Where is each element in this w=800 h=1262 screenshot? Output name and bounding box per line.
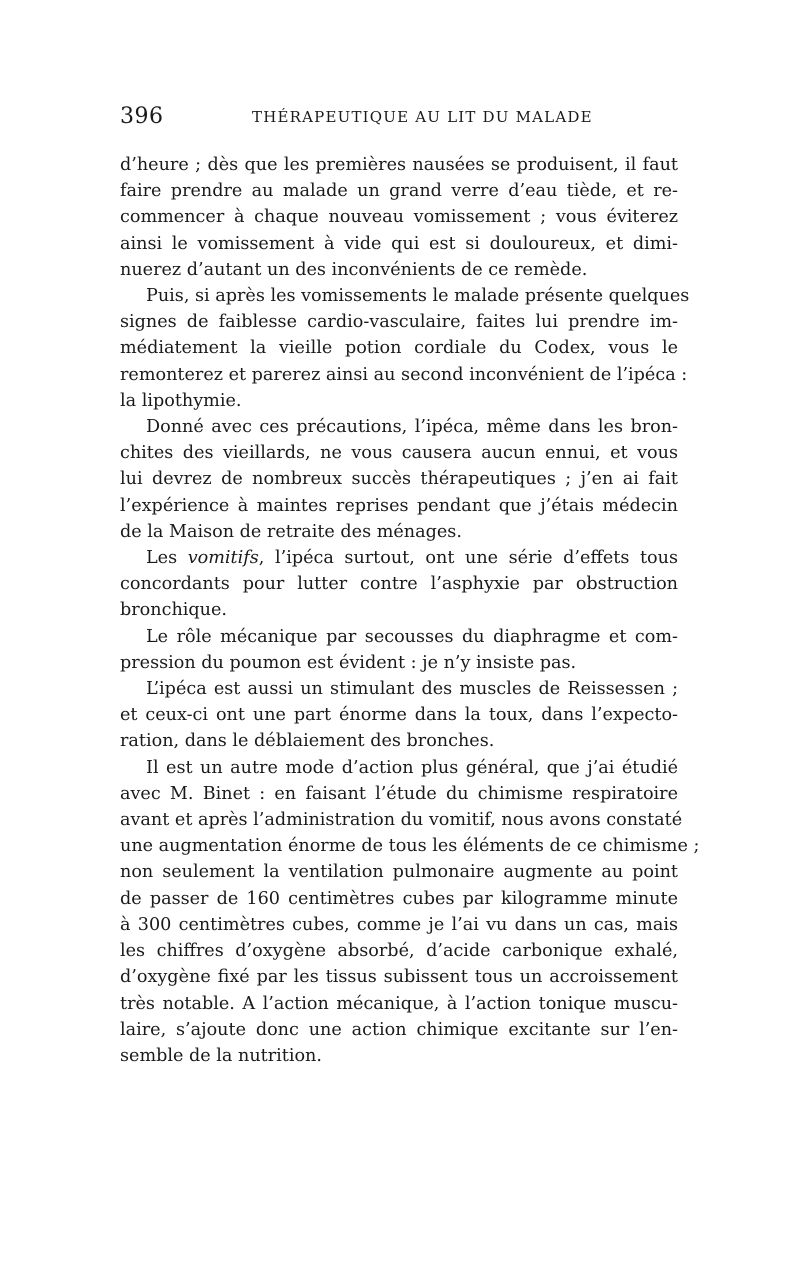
paragraph [120,414,678,545]
text-line: ainsi le vomissement à vide qui est si douloureux, et dimi- [120,233,678,254]
text-line: médiatement la vieille potion cordiale du Codex, vous le [120,338,678,359]
text-line: de la Maison de retraite des ménages. [120,521,462,542]
text-line: ration, dans le déblaiement des bronches. [120,731,495,752]
paragraph [120,624,678,676]
text-line: Le rôle mécanique par secousses du diaphragme et com- [146,626,678,647]
text-line: à 300 centimètres cubes, comme je l’ai vu dans un cas, mais [120,914,678,935]
text-line: laire, s’ajoute donc une action chimique excitante sur l’en- [120,1019,678,1040]
text-line: non seulement la ventilation pulmonaire augmente au point [120,862,678,883]
text-line: d’heure ; dès que les premières nausées se produisent, il faut [120,155,678,175]
text-line: avec M. Binet : en faisant l’étude du chimisme respiratoire [120,783,678,804]
text-line: commencer à chaque nouveau vomissement ; vous éviterez [120,207,678,228]
text-line: Donné avec ces précautions, l’ipéca, même dans les bron- [146,417,678,438]
text-line [120,545,678,571]
text-line: signes de faiblesse cardio-vasculaire, faites lui prendre im- [120,312,678,333]
body-text [120,152,700,1069]
text-line: remonterez et parerez ainsi au second inconvénient de l’ipéca : [120,364,688,385]
text-run: Les [146,548,188,569]
text-line: et ceux-ci ont une part énorme dans la toux, dans l’expecto- [120,705,678,726]
text-line: très notable. A l’action mécanique, à l’action tonique muscu- [120,993,678,1014]
paragraph [120,545,678,624]
paragraph [120,283,690,414]
text-line: lui devrez de nombreux succès thérapeutiques ; j’en ai fait [120,469,678,490]
running-head: THÉRAPEUTIQUE AU LIT DU MALADE [252,108,593,126]
text-line: nuerez d’autant un des inconvénients de ce remède. [120,259,588,280]
paragraph [120,676,678,755]
text-line: les chiffres d’oxygène absorbé, d’acide carbonique exhalé, [120,941,678,962]
text-line: une augmentation énorme de tous les éléments de ce chimisme ; [120,836,700,857]
text-line: l’expérience à maintes reprises pendant que j’étais médecin [120,495,678,516]
page-header [120,104,680,136]
text-line: Puis, si après les vomissements le malade présente quelques [146,286,690,307]
text-line: d’oxygène fixé par les tissus subissent tous un accroissement [120,967,678,988]
italic-term: vomitifs [187,548,259,569]
paragraph [120,152,678,283]
text-line: concordants pour lutter contre l’asphyxie par obstruction [120,574,678,595]
text-line: de passer de 160 centimètres cubes par kilogramme minute [120,888,678,909]
text-line: la lipothymie. [120,390,242,411]
text-line: avant et après l’administration du vomitif, nous avons constaté [120,810,683,831]
text-line: pression du poumon est évident : je n’y insiste pas. [120,652,577,673]
text-line: faire prendre au malade un grand verre d’eau tiède, et re- [120,181,678,202]
text-line: L’ipéca est aussi un stimulant des muscles de Reissessen ; [146,679,678,700]
text-line: Il est un autre mode d’action plus général, que j’ai étudié [146,757,678,778]
text-line: semble de la nutrition. [120,1045,322,1066]
page-number: 396 [120,104,164,129]
text-line: bronchique. [120,600,228,621]
text-line: chites des vieillards, ne vous causera aucun ennui, et vous [120,443,678,464]
paragraph [120,755,700,1069]
text-run: , l’ipéca surtout, ont une série d’effets tous [258,548,678,569]
